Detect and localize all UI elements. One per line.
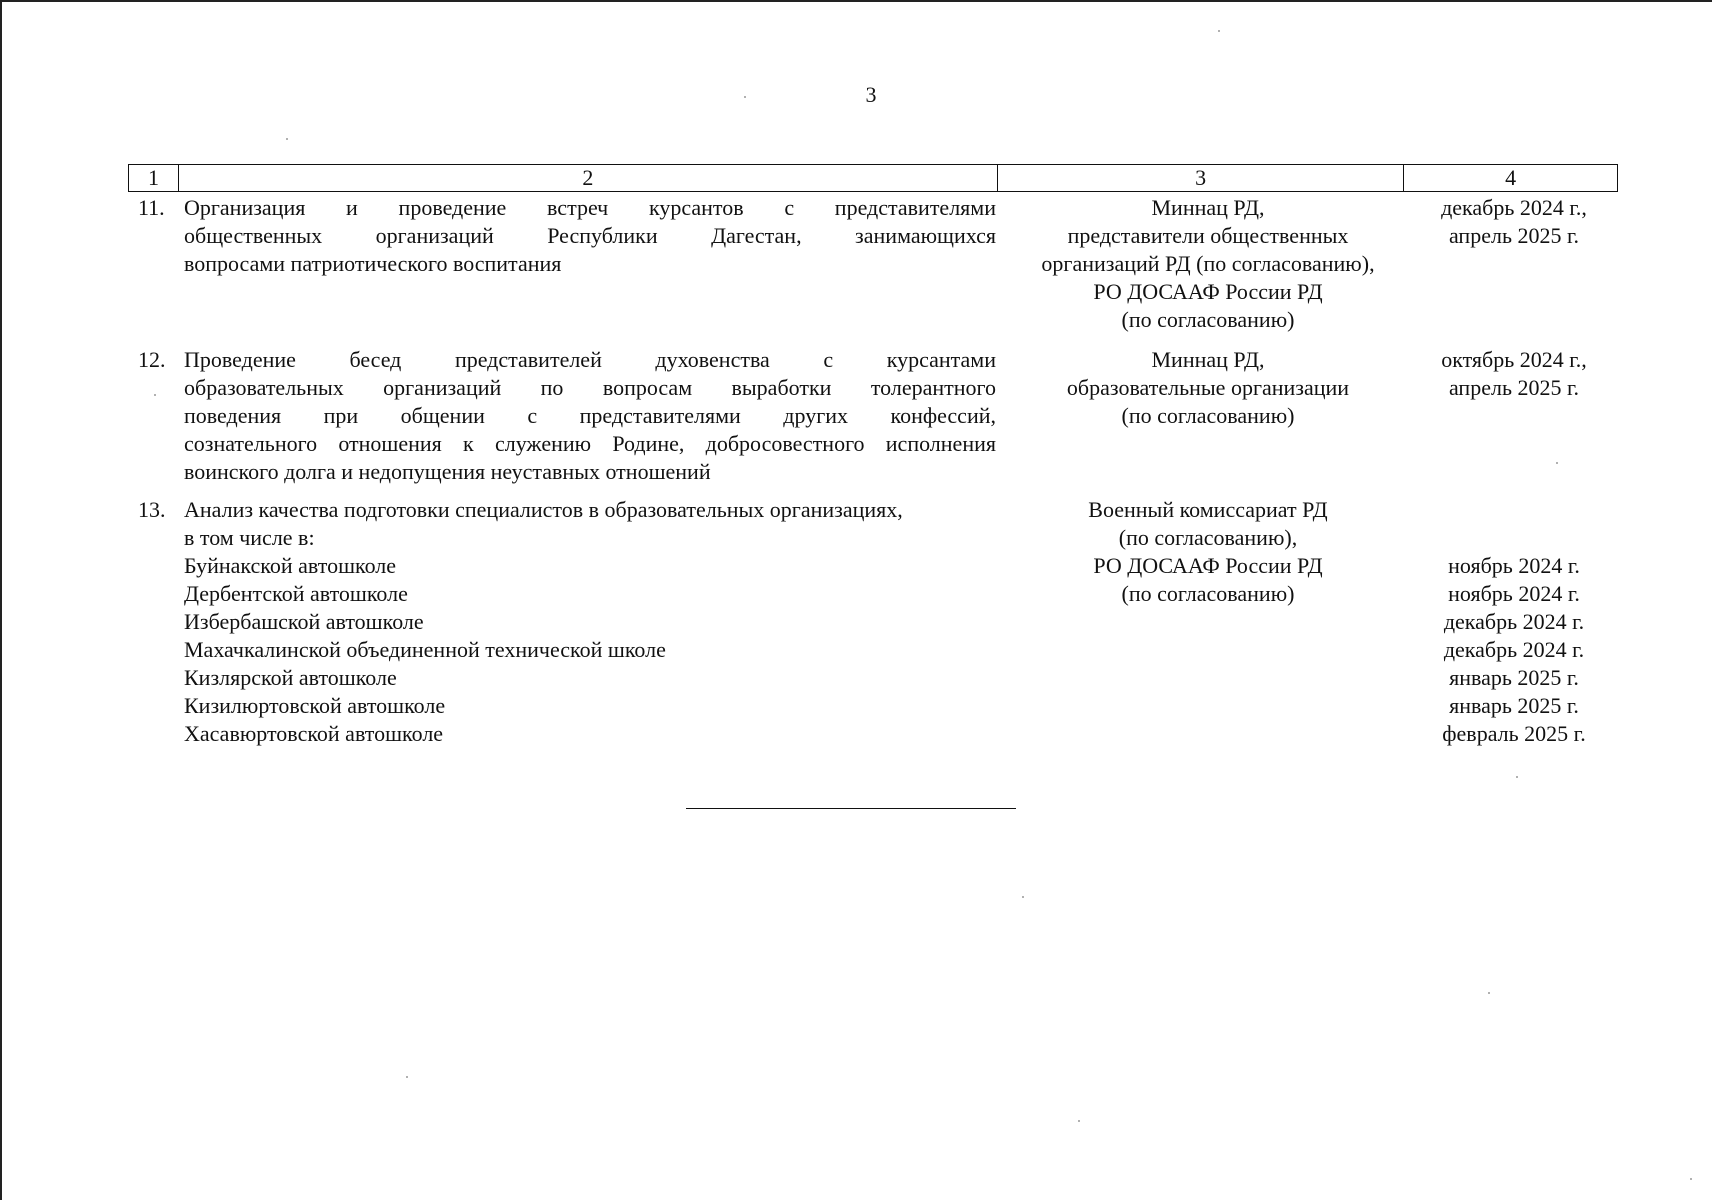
term-line: декабрь 2024 г.	[1443, 609, 1585, 634]
column-header-4: 4	[1505, 165, 1517, 190]
description-line: Организация и проведение встреч курсантов с представителями	[184, 195, 996, 220]
description-line: вопросами патриотического воспитания	[184, 251, 562, 276]
scan-speck	[1690, 1178, 1692, 1180]
description-line: Кизлярской автошколе	[184, 665, 397, 690]
responsible-line: представители общественных	[1067, 223, 1349, 248]
row-number: 13.	[138, 497, 166, 522]
term-line: февраль 2025 г.	[1442, 721, 1586, 746]
description-line: Буйнакской автошколе	[184, 553, 397, 578]
description-line: сознательного отношения к служению Родине, добросовестного исполнения	[184, 431, 996, 456]
description-line: Кизилюртовской автошколе	[184, 693, 446, 718]
responsible-line: Миннац РД,	[1151, 195, 1265, 220]
row-term	[1410, 346, 1618, 402]
scan-speck	[1516, 776, 1518, 778]
term-line: ноябрь 2024 г.	[1448, 553, 1580, 578]
scan-speck	[406, 1076, 408, 1078]
row-term	[1410, 194, 1618, 250]
description-line: Хасавюртовской автошколе	[184, 721, 444, 746]
description-line: образовательных организаций по вопросам выработки толерантного	[184, 375, 996, 400]
term-line: декабрь 2024 г.,	[1441, 195, 1587, 220]
term-line: апрель 2025 г.	[1448, 223, 1580, 248]
description-line: в том числе в:	[184, 525, 315, 550]
term-line: январь 2025 г.	[1449, 665, 1579, 690]
document-end-rule	[686, 808, 1016, 809]
row-term	[1410, 552, 1618, 748]
responsible-line: (по согласованию)	[1121, 403, 1295, 428]
description-line: воинского долга и недопущения неуставных отношений	[184, 459, 711, 484]
responsible-line: организаций РД (по согласованию),	[1041, 251, 1375, 276]
description-line: поведения при общении с представителями других конфессий,	[184, 403, 996, 428]
row-number: 12.	[138, 347, 166, 372]
scan-speck	[286, 138, 288, 140]
scan-speck	[154, 394, 156, 396]
row-responsible	[1008, 346, 1408, 430]
row-responsible	[1008, 194, 1408, 334]
scan-speck	[1488, 992, 1490, 994]
scan-edge-top	[0, 0, 1712, 2]
scan-edge-left	[0, 0, 2, 1200]
scan-speck	[744, 96, 746, 98]
responsible-line: РО ДОСААФ России РД	[1093, 553, 1323, 578]
term-line: апрель 2025 г.	[1448, 375, 1580, 400]
term-line: октябрь 2024 г.,	[1441, 347, 1587, 372]
scan-speck	[1218, 30, 1220, 32]
row-number: 11.	[138, 195, 165, 220]
responsible-line: (по согласованию),	[1118, 525, 1298, 550]
responsible-line: образовательные организации	[1066, 375, 1350, 400]
column-header-3: 3	[998, 165, 1404, 191]
term-line: ноябрь 2024 г.	[1448, 581, 1580, 606]
description-line: общественных организаций Республики Дагестан, занимающихся	[184, 223, 996, 248]
description-line: Дербентской автошколе	[184, 581, 408, 606]
responsible-line: (по согласованию)	[1121, 307, 1295, 332]
table-header-row	[128, 164, 1618, 192]
responsible-line: РО ДОСААФ России РД	[1093, 279, 1323, 304]
row-description	[184, 194, 996, 278]
column-header-2: 2	[179, 165, 998, 191]
responsible-line: Военный комиссариат РД	[1088, 497, 1328, 522]
description-line: Избербашской автошколе	[184, 609, 424, 634]
scan-speck	[1022, 896, 1024, 898]
column-header-1: 1	[129, 165, 179, 191]
page-number: 3	[865, 82, 877, 107]
term-line: январь 2025 г.	[1449, 693, 1579, 718]
responsible-line: Миннац РД,	[1151, 347, 1265, 372]
description-line: Проведение бесед представителей духовенства с курсантами	[184, 347, 996, 372]
term-line: декабрь 2024 г.	[1443, 637, 1585, 662]
scan-speck	[1556, 462, 1558, 464]
scan-speck	[1078, 1120, 1080, 1122]
row-responsible	[1008, 496, 1408, 608]
description-line: Махачкалинской объединенной технической школе	[184, 637, 666, 662]
row-description	[184, 346, 996, 486]
responsible-line: (по согласованию)	[1121, 581, 1295, 606]
description-line: Анализ качества подготовки специалистов в образовательных организациях,	[184, 497, 903, 522]
row-description	[184, 496, 996, 748]
